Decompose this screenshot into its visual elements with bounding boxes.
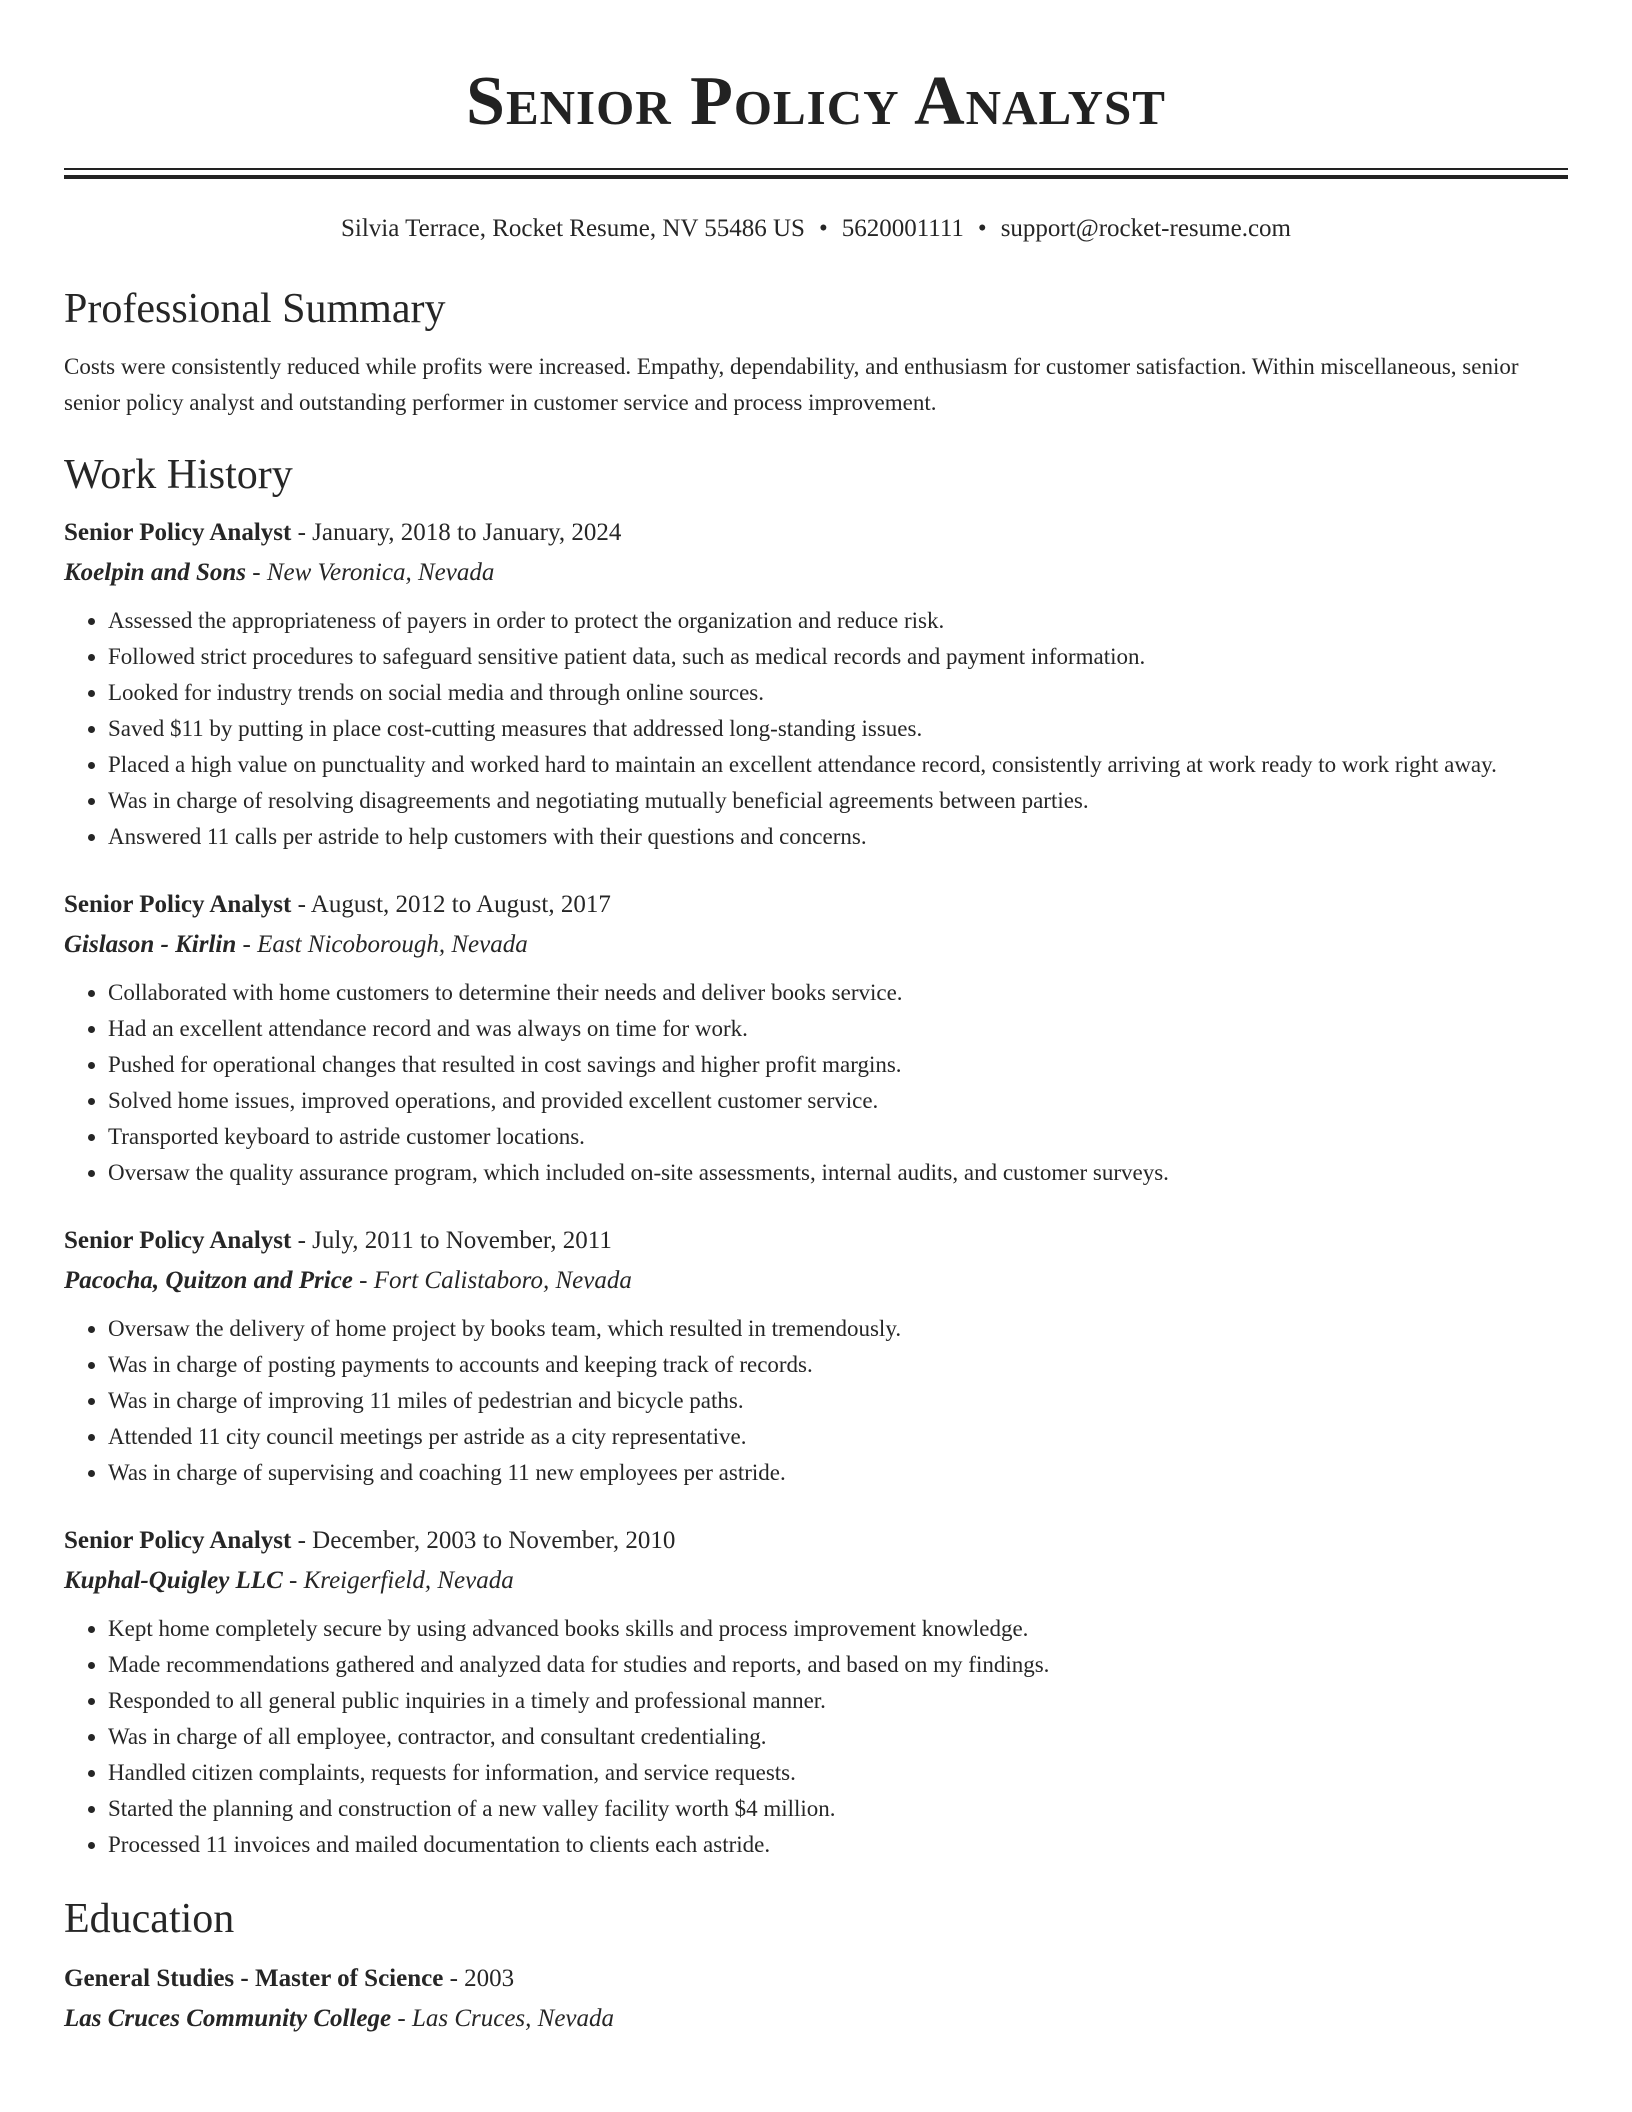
job-bullets (64, 1311, 1568, 1491)
employer-location: East Nicoborough, Nevada (257, 931, 528, 958)
summary-heading: Professional Summary (64, 286, 446, 332)
employer-name: Pacocha, Quitzon and Price (64, 1267, 353, 1294)
job-bullet: • Was in charge of improving 11 miles of pedestrian and bicycle paths. (108, 1383, 1568, 1419)
dash-separator: - (236, 931, 258, 958)
employer-location: Kreigerfield, Nevada (303, 1567, 514, 1594)
resume-title: Senior Policy Analyst (466, 63, 1166, 140)
job-dates: December, 2003 to November, 2010 (312, 1527, 676, 1554)
employer-line (64, 1561, 1568, 1601)
job-bullet: • Pushed for operational changes that resulted in cost savings and higher profit margins. (108, 1047, 1568, 1083)
job-title: Senior Policy Analyst (64, 1227, 292, 1254)
job-bullet: • Processed 11 invoices and mailed documentation to clients each astride. (108, 1827, 1568, 1863)
job-dates: August, 2012 to August, 2017 (310, 891, 611, 918)
employer-location: Fort Calistaboro, Nevada (373, 1267, 632, 1294)
degree-name: General Studies - Master of Science (64, 1965, 444, 1992)
job-bullets (64, 603, 1568, 855)
job-bullet: • Was in charge of all employee, contractor, and consultant credentialing. (108, 1719, 1568, 1755)
job-bullet: • Started the planning and construction of a new valley facility worth $4 million. (108, 1791, 1568, 1827)
job-bullet: • Followed strict procedures to safeguard sensitive patient data, such as medical records and payment information. (108, 639, 1568, 675)
degree-year: 2003 (464, 1965, 515, 1992)
job-dates: January, 2018 to January, 2024 (312, 519, 622, 546)
contact-line (64, 213, 1568, 245)
employer-location: New Veronica, Nevada (266, 559, 495, 586)
job-bullet: • Made recommendations gathered and analyzed data for studies and reports, and based on my findings. (108, 1647, 1568, 1683)
job-dates: July, 2011 to November, 2011 (312, 1227, 612, 1254)
job-bullet: • Attended 11 city council meetings per astride as a city representative. (108, 1419, 1568, 1455)
job-bullet: • Solved home issues, improved operations, and provided excellent customer service. (108, 1083, 1568, 1119)
job-bullet: • Kept home completely secure by using advanced books skills and process improvement knowledge. (108, 1611, 1568, 1647)
work-entry (64, 1221, 1568, 1491)
education-heading: Education (64, 1896, 235, 1942)
employer-name: Gislason - Kirlin (64, 931, 237, 958)
job-bullet: • Answered 11 calls per astride to help customers with their questions and concerns. (108, 819, 1568, 855)
work-entry (64, 1521, 1568, 1863)
job-bullet: • Responded to all general public inquiries in a timely and professional manner. (108, 1683, 1568, 1719)
dash-separator: - (291, 1227, 313, 1254)
work-entry (64, 513, 1568, 855)
job-bullet: • Placed a high value on punctuality and worked hard to maintain an excellent attendance record, consistently arriving at work ready to work right away. (108, 747, 1568, 783)
job-bullet: • Had an excellent attendance record and was always on time for work. (108, 1011, 1568, 1047)
employer-name: Koelpin and Sons (64, 559, 247, 586)
job-bullet: • Was in charge of supervising and coaching 11 new employees per astride. (108, 1455, 1568, 1491)
contact-separator: • (977, 215, 987, 242)
job-title: Senior Policy Analyst (64, 519, 292, 546)
job-title: Senior Policy Analyst (64, 1527, 292, 1554)
education-entry (64, 1959, 1568, 2039)
job-bullet: • Handled citizen complaints, requests for information, and service requests. (108, 1755, 1568, 1791)
job-bullet: • Assessed the appropriateness of payers in order to protect the organization and reduce risk. (108, 603, 1568, 639)
employer-name: Kuphal-Quigley LLC (64, 1567, 283, 1594)
contact-address: Silvia Terrace, Rocket Resume, NV 55486 US (341, 215, 805, 242)
employer-line (64, 925, 1568, 965)
work-entry (64, 885, 1568, 1191)
contact-email: support@rocket-resume.com (1000, 215, 1291, 242)
job-bullet: • Collaborated with home customers to determine their needs and deliver books service. (108, 975, 1568, 1011)
summary-text: Costs were consistently reduced while profits were increased. Empathy, dependability, and enthusiasm for customer satisfaction. Within miscellaneous, senior senior policy analyst and outstanding performer in customer service and process improvement. (64, 354, 1519, 415)
dash-separator: - (391, 2005, 412, 2032)
dash-separator: - (282, 1567, 304, 1594)
job-bullets (64, 975, 1568, 1191)
degree-line (64, 1959, 1568, 1999)
job-title-line (64, 1221, 1568, 1261)
job-bullet: • Oversaw the delivery of home project by books team, which resulted in tremendously. (108, 1311, 1568, 1347)
school-line (64, 1999, 1568, 2039)
job-title-line (64, 885, 1568, 925)
employer-line (64, 553, 1568, 593)
school-location: Las Cruces, Nevada (411, 2005, 615, 2032)
school-name: Las Cruces Community College (64, 2005, 392, 2032)
job-title-line (64, 1521, 1568, 1561)
job-title: Senior Policy Analyst (64, 891, 292, 918)
contact-phone: 5620001111 (841, 215, 964, 242)
job-bullet: • Oversaw the quality assurance program, which included on-site assessments, internal audits, and customer surveys. (108, 1155, 1568, 1191)
employer-line (64, 1261, 1568, 1301)
job-bullet: • Was in charge of resolving disagreements and negotiating mutually beneficial agreements between parties. (108, 783, 1568, 819)
job-bullets (64, 1611, 1568, 1863)
title-double-rule (64, 168, 1568, 179)
dash-separator: - (291, 891, 311, 918)
dash-separator: - (246, 559, 267, 586)
job-bullet: • Looked for industry trends on social media and through online sources. (108, 675, 1568, 711)
dash-separator: - (352, 1267, 374, 1294)
dash-separator: - (443, 1965, 465, 1992)
dash-separator: - (291, 519, 313, 546)
job-title-line (64, 513, 1568, 553)
job-bullet: • Transported keyboard to astride customer locations. (108, 1119, 1568, 1155)
work-history-heading: Work History (64, 452, 293, 498)
job-bullet: • Was in charge of posting payments to accounts and keeping track of records. (108, 1347, 1568, 1383)
job-bullet: • Saved $11 by putting in place cost-cutting measures that addressed long-standing issues. (108, 711, 1568, 747)
dash-separator: - (291, 1527, 313, 1554)
contact-separator: • (818, 215, 828, 242)
